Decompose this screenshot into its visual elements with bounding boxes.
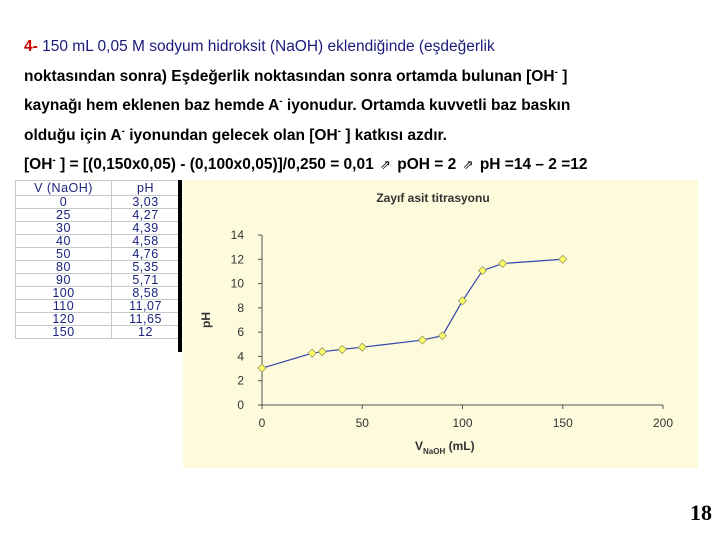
volume-cell: 110 (16, 300, 112, 313)
page-number: 18 (690, 500, 712, 525)
minus-superscript: - (52, 155, 56, 166)
volume-cell: 90 (16, 274, 112, 287)
text-line-5-c: pOH = 2 (397, 156, 457, 173)
y-tick-label: 4 (237, 349, 244, 364)
volume-cell: 80 (16, 261, 112, 274)
text-line-2-main: noktasından sonra) Eşdeğerlik noktasından sonra ortamda bulunan [OH (24, 67, 555, 85)
table-row (16, 326, 180, 339)
text-line-4-c: ] katkısı azdır. (341, 126, 447, 144)
text-line-3-a: kaynağı hem eklenen baz hemde A (24, 97, 280, 114)
problem-number: 4- (24, 38, 38, 55)
minus-superscript: - (554, 66, 558, 78)
table-body (16, 181, 180, 339)
minus-superscript: - (279, 96, 283, 107)
ph-cell: 11,65 (112, 313, 180, 326)
text-line-2-end: ] (562, 67, 568, 85)
arrow-icon: ⇗ (380, 157, 391, 172)
data-point (338, 345, 346, 353)
ph-cell: 4,27 (112, 209, 180, 222)
ph-cell: 4,76 (112, 248, 180, 261)
table-row (16, 222, 180, 235)
volume-cell: 150 (16, 326, 112, 339)
text-line-3-b: iyonudur. Ortamda kuvvetli baz baskın (282, 97, 571, 114)
text-line-3 (24, 89, 704, 119)
volume-cell: 120 (16, 313, 112, 326)
ph-cell: 4,58 (112, 235, 180, 248)
data-table (15, 180, 180, 352)
text-block (24, 34, 704, 178)
data-point (559, 255, 567, 263)
table-row (16, 248, 180, 261)
volume-cell: V (NaOH) (16, 181, 112, 196)
titration-chart (183, 180, 698, 468)
chart-svg (183, 180, 698, 468)
data-point (358, 343, 366, 351)
volume-cell: 40 (16, 235, 112, 248)
x-tick-label: 100 (452, 416, 473, 430)
x-tick-label: 200 (652, 416, 674, 430)
problem-intro: 150 mL 0,05 M sodyum hidroksit (NaOH) eklendiğinde (eşdeğerlik (42, 38, 495, 55)
volume-cell: 30 (16, 222, 112, 235)
ph-cell: pH (112, 181, 180, 196)
y-tick-label: 0 (237, 398, 244, 412)
volume-cell: 100 (16, 287, 112, 300)
table-row (16, 261, 180, 274)
y-tick-label: 6 (237, 325, 244, 340)
volume-cell: 0 (16, 196, 112, 209)
text-line-4 (24, 119, 704, 149)
arrow-icon: ⇗ (462, 157, 474, 172)
ph-cell: 5,35 (112, 261, 180, 274)
data-point (258, 364, 266, 372)
text-line-5-d: pH =14 – 2 =12 (479, 156, 588, 173)
y-tick-label: 2 (237, 373, 244, 388)
table-divider (178, 180, 182, 352)
ph-cell: 12 (112, 326, 180, 339)
table-row (16, 300, 180, 313)
text-line-1 (24, 34, 704, 60)
table-row (16, 196, 180, 209)
y-tick-label: 12 (230, 252, 244, 267)
x-tick-label: 50 (355, 416, 369, 430)
data-point (479, 267, 487, 275)
data-point (318, 348, 326, 356)
volume-cell: 25 (16, 209, 112, 222)
x-axis-label-sub: NaOH (423, 447, 446, 456)
y-tick-label: 14 (230, 228, 244, 242)
data-point (438, 332, 446, 340)
data-point (308, 349, 316, 357)
table-row (16, 287, 180, 300)
table-header-row (16, 181, 180, 196)
text-line-2 (24, 60, 704, 90)
text-line-5-b: ] = [(0,150x0,05) - (0,100x0,05)]/0,250 = 0,01 (55, 156, 374, 173)
minus-superscript: - (337, 125, 342, 137)
series-line (262, 259, 563, 368)
data-point (418, 336, 426, 344)
ph-cell: 4,39 (112, 222, 180, 235)
text-line-4-b: iyonundan gelecek olan [OH (124, 126, 338, 144)
y-tick-label: 8 (237, 300, 244, 315)
table-row (16, 235, 180, 248)
ph-cell: 11,07 (112, 300, 180, 313)
ph-cell: 8,58 (112, 287, 180, 300)
x-axis-label-main: V (415, 439, 424, 453)
data-point (459, 297, 467, 305)
x-axis-label (415, 439, 475, 456)
x-tick-label: 150 (552, 416, 573, 430)
y-axis-label: pH (199, 312, 213, 328)
text-line-5 (24, 148, 704, 178)
y-tick-label: 10 (230, 276, 244, 291)
text-line-5-a: [OH (24, 156, 53, 173)
table-row (16, 209, 180, 222)
volume-cell: 50 (16, 248, 112, 261)
table-row (16, 313, 180, 326)
chart-title: Zayıf asit titrasyonu (376, 191, 490, 205)
ph-cell: 5,71 (112, 274, 180, 287)
table-row (16, 274, 180, 287)
titration-table (15, 180, 180, 339)
text-line-4-a: olduğu için A (24, 126, 122, 144)
data-point (499, 260, 507, 268)
minus-superscript: - (121, 125, 125, 137)
x-axis-label-unit: (mL) (445, 439, 475, 453)
x-tick-label: 0 (258, 416, 266, 430)
ph-cell: 3,03 (112, 196, 180, 209)
